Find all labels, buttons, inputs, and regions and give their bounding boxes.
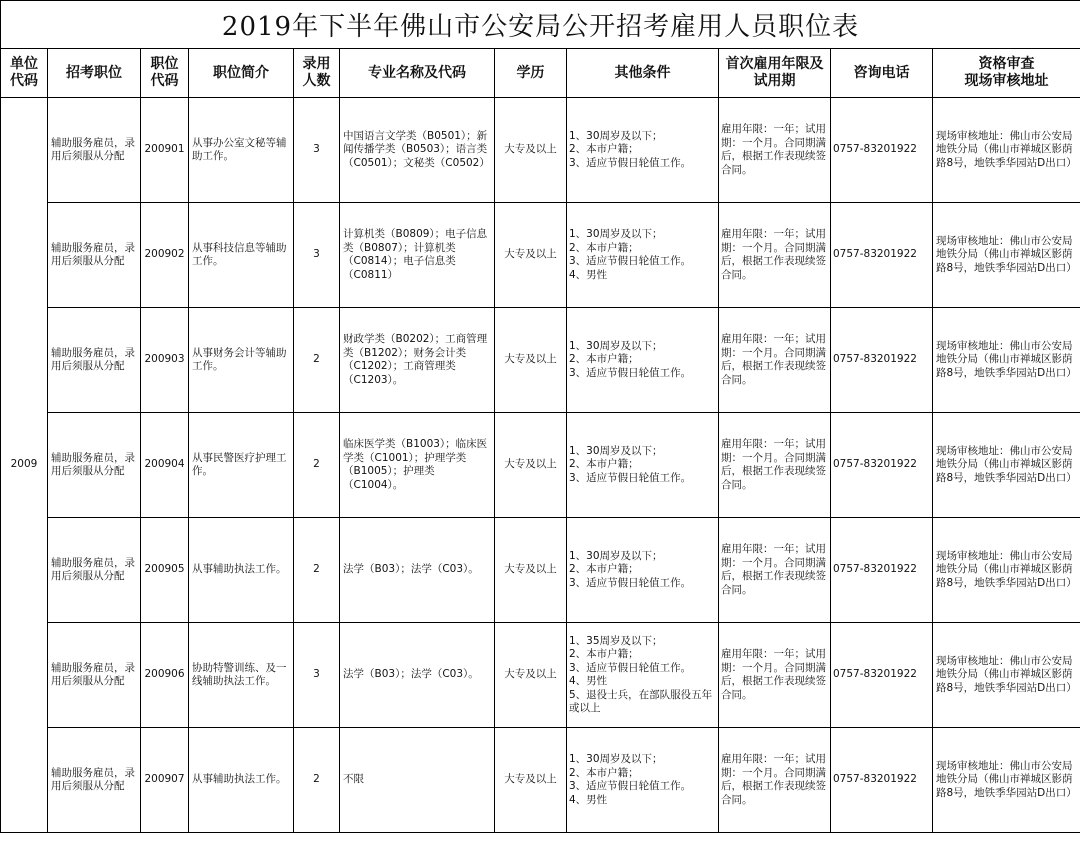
condition-line: 2、本市户籍； (569, 648, 639, 660)
conditions-cell (567, 413, 719, 518)
header-description: 职位简介 (189, 49, 294, 98)
header-term: 首次雇用年限及 试用期 (719, 49, 831, 98)
phone-cell: 0757-83201922 (831, 203, 933, 308)
table-row (1, 728, 1080, 833)
conditions-cell (567, 98, 719, 203)
count-cell: 2 (294, 308, 340, 413)
position-cell: 辅助服务雇员，录用后须服从分配 (48, 728, 141, 833)
position-code-cell: 200901 (141, 98, 189, 203)
education-cell: 大专及以上 (495, 728, 567, 833)
phone-cell: 0757-83201922 (831, 308, 933, 413)
count-cell: 3 (294, 623, 340, 728)
header-count: 录用 人数 (294, 49, 340, 98)
unit-code-cell: 2009 (1, 98, 48, 833)
major-cell: 财政学类（B0202）；工商管理类（B1202）；财务会计类（C1202）；工商管理类（C1203）。 (340, 308, 495, 413)
table-row (1, 308, 1080, 413)
condition-line: 2、本市户籍； (569, 143, 639, 156)
phone-cell: 0757-83201922 (831, 98, 933, 203)
condition-line: 2、本市户籍； (569, 458, 639, 471)
position-code-cell: 200905 (141, 518, 189, 623)
condition-line: 4、男性 (569, 793, 608, 806)
condition-line: 3、适应节假日轮值工作。 (569, 255, 692, 267)
conditions-cell (567, 518, 719, 623)
major-cell: 计算机类（B0809）；电子信息类（B0807）；计算机类（C0814）；电子信息类（C0811） (340, 203, 495, 308)
table-row (1, 203, 1080, 308)
position-code-cell: 200902 (141, 203, 189, 308)
header-education: 学历 (495, 49, 567, 98)
condition-line: 1、30周岁及以下； (569, 339, 663, 352)
address-cell: 现场审核地址：佛山市公安局地铁分局（佛山市禅城区影荫路8号，地铁季华园站D出口） (933, 203, 1080, 308)
description-cell: 从事科技信息等辅助工作。 (189, 203, 294, 308)
header-phone: 咨询电话 (831, 49, 933, 98)
conditions-cell (567, 203, 719, 308)
education-cell: 大专及以上 (495, 623, 567, 728)
description-cell: 从事辅助执法工作。 (189, 728, 294, 833)
header-unit-code: 单位 代码 (1, 49, 48, 98)
condition-line: 4、男性 (569, 268, 608, 281)
table-row (1, 98, 1080, 203)
conditions-cell (567, 308, 719, 413)
education-cell: 大专及以上 (495, 203, 567, 308)
education-cell: 大专及以上 (495, 308, 567, 413)
condition-line: 2、本市户籍； (569, 353, 639, 366)
header-position: 招考职位 (48, 49, 141, 98)
phone-cell: 0757-83201922 (831, 728, 933, 833)
count-cell: 2 (294, 413, 340, 518)
count-cell: 2 (294, 518, 340, 623)
education-cell: 大专及以上 (495, 518, 567, 623)
description-cell: 协助特警训练、及一线辅助执法工作。 (189, 623, 294, 728)
major-cell: 临床医学类（B1003）；临床医学类（C1001）；护理学类（B1005）；护理类（C1004）。 (340, 413, 495, 518)
header-position-code: 职位 代码 (141, 49, 189, 98)
condition-line: 4、男性 (569, 675, 608, 687)
table-row (1, 623, 1080, 728)
header-conditions: 其他条件 (567, 49, 719, 98)
term-cell: 雇用年限：一年；试用期：一个月。合同期满后，根据工作表现续签合同。 (719, 518, 831, 623)
condition-line: 2、本市户籍； (569, 766, 639, 779)
condition-line: 2、本市户籍； (569, 563, 639, 576)
major-cell: 不限 (340, 728, 495, 833)
position-code-cell: 200904 (141, 413, 189, 518)
description-cell: 从事辅助执法工作。 (189, 518, 294, 623)
condition-line: 1、30周岁及以下； (569, 549, 663, 562)
condition-line: 1、30周岁及以下； (569, 228, 663, 240)
table-row (1, 413, 1080, 518)
position-cell: 辅助服务雇员，录用后须服从分配 (48, 518, 141, 623)
condition-line: 5、退役士兵，在部队服役五年或以上 (569, 688, 713, 714)
term-cell: 雇用年限：一年；试用期：一个月。合同期满后，根据工作表现续签合同。 (719, 728, 831, 833)
table-body (1, 98, 1080, 833)
address-cell: 现场审核地址：佛山市公安局地铁分局（佛山市禅城区影荫路8号，地铁季华园站D出口） (933, 308, 1080, 413)
table-row (1, 518, 1080, 623)
education-cell: 大专及以上 (495, 413, 567, 518)
education-cell: 大专及以上 (495, 98, 567, 203)
phone-cell: 0757-83201922 (831, 623, 933, 728)
conditions-cell (567, 728, 719, 833)
header-major: 专业名称及代码 (340, 49, 495, 98)
position-cell: 辅助服务雇员，录用后须服从分配 (48, 623, 141, 728)
position-code-cell: 200907 (141, 728, 189, 833)
condition-line: 1、35周岁及以下； (569, 634, 663, 647)
term-cell: 雇用年限：一年；试用期：一个月。合同期满后，根据工作表现续签合同。 (719, 623, 831, 728)
count-cell: 2 (294, 728, 340, 833)
major-cell: 法学（B03）；法学（C03）。 (340, 518, 495, 623)
term-cell: 雇用年限：一年；试用期：一个月。合同期满后，根据工作表现续签合同。 (719, 413, 831, 518)
description-cell: 从事民警医疗护理工作。 (189, 413, 294, 518)
position-cell: 辅助服务雇员，录用后须服从分配 (48, 308, 141, 413)
description-cell: 从事财务会计等辅助工作。 (189, 308, 294, 413)
condition-line: 3、适应节假日轮值工作。 (569, 156, 692, 169)
term-cell: 雇用年限：一年；试用期：一个月。合同期满后，根据工作表现续签合同。 (719, 98, 831, 203)
condition-line: 1、30周岁及以下； (569, 444, 663, 457)
address-cell: 现场审核地址：佛山市公安局地铁分局（佛山市禅城区影荫路8号，地铁季华园站D出口） (933, 518, 1080, 623)
condition-line: 3、适应节假日轮值工作。 (569, 780, 692, 792)
condition-line: 3、适应节假日轮值工作。 (569, 366, 692, 379)
address-cell: 现场审核地址：佛山市公安局地铁分局（佛山市禅城区影荫路8号，地铁季华园站D出口） (933, 623, 1080, 728)
condition-line: 1、30周岁及以下； (569, 129, 663, 142)
conditions-cell (567, 623, 719, 728)
major-cell: 法学（B03）；法学（C03）。 (340, 623, 495, 728)
position-code-cell: 200906 (141, 623, 189, 728)
condition-line: 2、本市户籍； (569, 241, 639, 254)
count-cell: 3 (294, 203, 340, 308)
position-cell: 辅助服务雇员，录用后须服从分配 (48, 413, 141, 518)
header-row (1, 49, 1080, 98)
condition-line: 1、30周岁及以下； (569, 753, 663, 765)
count-cell: 3 (294, 98, 340, 203)
term-cell: 雇用年限：一年；试用期：一个月。合同期满后，根据工作表现续签合同。 (719, 308, 831, 413)
condition-line: 3、适应节假日轮值工作。 (569, 661, 692, 674)
major-cell: 中国语言文学类（B0501）；新闻传播学类（B0503）；语言类（C0501）；文秘类（C0502） (340, 98, 495, 203)
term-cell: 雇用年限：一年；试用期：一个月。合同期满后，根据工作表现续签合同。 (719, 203, 831, 308)
position-code-cell: 200903 (141, 308, 189, 413)
header-address: 资格审查 现场审核地址 (933, 49, 1080, 98)
condition-line: 3、适应节假日轮值工作。 (569, 576, 692, 589)
position-cell: 辅助服务雇员，录用后须服从分配 (48, 203, 141, 308)
address-cell: 现场审核地址：佛山市公安局地铁分局（佛山市禅城区影荫路8号，地铁季华园站D出口） (933, 728, 1080, 833)
table-title: 2019年下半年佛山市公安局公开招考雇用人员职位表 (1, 1, 1080, 49)
description-cell: 从事办公室文秘等辅助工作。 (189, 98, 294, 203)
condition-line: 3、适应节假日轮值工作。 (569, 471, 692, 484)
address-cell: 现场审核地址：佛山市公安局地铁分局（佛山市禅城区影荫路8号，地铁季华园站D出口） (933, 98, 1080, 203)
phone-cell: 0757-83201922 (831, 413, 933, 518)
phone-cell: 0757-83201922 (831, 518, 933, 623)
position-cell: 辅助服务雇员，录用后须服从分配 (48, 98, 141, 203)
address-cell: 现场审核地址：佛山市公安局地铁分局（佛山市禅城区影荫路8号，地铁季华园站D出口） (933, 413, 1080, 518)
